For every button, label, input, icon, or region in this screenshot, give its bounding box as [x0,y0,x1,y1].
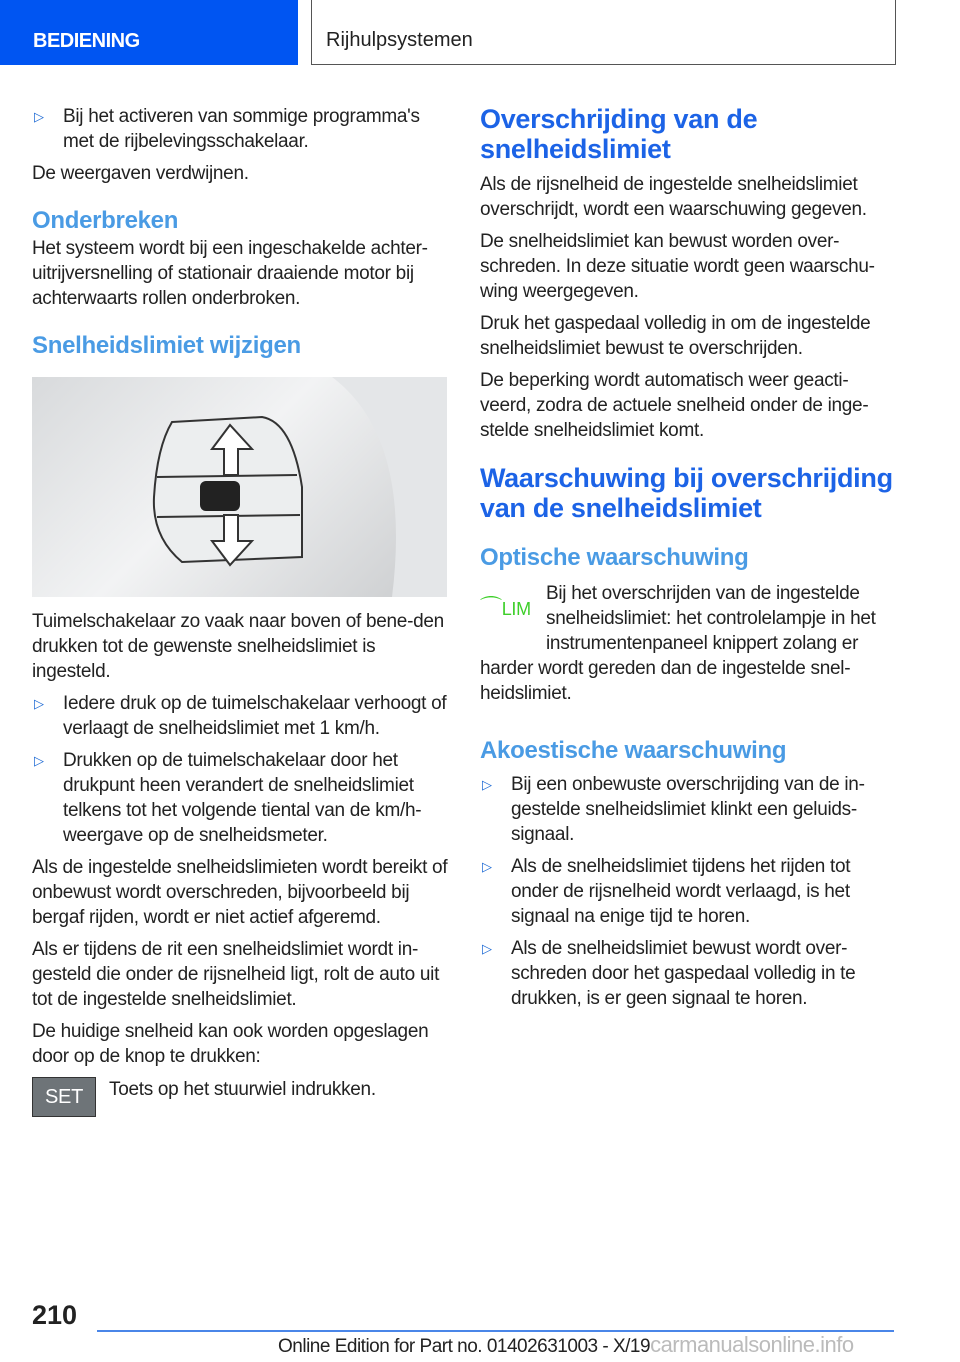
set-instruction [32,1077,450,1117]
bullet-triangle-icon: ▷ [482,777,492,792]
speed-limit-lim-icon: ⌒LIM [480,595,531,620]
paragraph: Tuimelschakelaar zo vaak naar boven of bene-den drukken tot de gewenste snelheidslimiet is ingesteld. [32,611,444,682]
paragraph: De snelheidslimiet kan bewust worden over-schreden. In deze situatie wordt geen waarschu-wing weergegeven. [480,231,875,302]
bullet-triangle-icon: ▷ [34,696,44,711]
paragraph: Bij het overschrijden van de ingestelde snelheidslimiet: het controlelampje in het instrumentenpaneel knippert zolang er [546,583,876,654]
paragraph: De beperking wordt automatisch weer geacti-veerd, zodra de actuele snelheid onder de inge-stelde snelheidslimiet komt. [480,370,869,441]
list-item [480,936,895,1011]
edition-text: Online Edition for Part no. 01402631003 - X/19 [278,1336,651,1357]
heading-overschrijding: Overschrijding van de snelheidslimiet [480,104,758,164]
bullet-triangle-icon: ▷ [34,753,44,768]
heading-optische-waarschuwing: Optische waarschuwing [480,544,749,571]
bullet-text: Bij het activeren van sommige programma's met de rijbelevingsschakelaar. [63,106,420,152]
heading-waarschuwing: Waarschuwing bij overschrijding van de snelheidslimiet [480,463,893,523]
heading-snelheidslimiet-wijzigen: Snelheidslimiet wijzigen [32,332,301,359]
bullet-text: Als de snelheidslimiet bewust wordt over-schreden door het gaspedaal volledig in te drukken, is er geen signaal te horen. [511,938,856,1009]
watermark: carmanualsonline.info [650,1332,854,1357]
paragraph: harder wordt gereden dan de ingestelde snel-heidslimiet. [480,658,851,704]
list-item [480,772,895,847]
heading-akoestische-waarschuwing: Akoestische waarschuwing [480,737,787,764]
bullet-triangle-icon: ▷ [482,859,492,874]
paragraph: Als er tijdens de rit een snelheidslimiet wordt in-gesteld die onder de rijsnelheid ligt, rolt de auto uit tot de ingestelde snelheidslimiet. [32,939,440,1010]
bullet-triangle-icon: ▷ [482,941,492,956]
bullet-text: Bij een onbewuste overschrijding van de in-gestelde snelheidslimiet klinkt een geluids-signaal. [511,774,865,845]
bullet-triangle-icon: ▷ [34,109,44,124]
chapter-box [311,0,896,65]
footer [278,1332,854,1358]
list-item [32,748,450,848]
paragraph: De huidige snelheid kan ook worden opgeslagen door op de knop te drukken: [32,1021,429,1067]
paragraph: De weergaven verdwijnen. [32,163,249,184]
chapter-title: Rijhulpsystemen [326,29,473,51]
bullet-text: Iedere druk op de tuimelschakelaar verhoogt of verlaagt de snelheidslimiet met 1 km/h. [63,693,447,739]
lim-indicator-row [480,581,895,656]
section-title: BEDIENING [33,30,140,52]
paragraph: Druk het gaspedaal volledig in om de ingestelde snelheidslimiet bewust te overschrijden. [480,313,871,359]
heading-onderbreken: Onderbreken [32,207,179,234]
left-column [32,104,450,1117]
steering-wheel-rocker-switch-image [32,377,447,597]
set-text: Toets op het stuurwiel indrukken. [109,1079,376,1100]
list-item [32,104,450,154]
list-item [32,691,450,741]
paragraph: Als de ingestelde snelheidslimieten wordt bereikt of onbewust wordt overschreden, bijvoorbeeld bij bergaf rijden, wordt er niet actief afgeremd. [32,857,448,928]
bullet-text: Drukken op de tuimelschakelaar door het drukpunt heen verandert de snelheidslimiet telkens tot het volgende tiental van de km/h-weergave op de snelheidsmeter. [63,750,422,846]
section-tab [0,0,298,65]
paragraph: Het systeem wordt bij een ingeschakelde achter-uitrijversnelling of stationair draaiende motor bij achterwaarts rollen onderbroken. [32,238,428,309]
set-button-icon: SET [32,1077,96,1117]
bullet-text: Als de snelheidslimiet tijdens het rijden tot onder de rijsnelheid wordt verlaagd, is het signaal na enige tijd te horen. [511,856,851,927]
lim-label: LIM [501,599,531,619]
paragraph: Als de rijsnelheid de ingestelde snelheidslimiet overschrijdt, wordt een waarschuwing gegeven. [480,174,867,220]
list-item [480,854,895,929]
page-number: 210 [32,1300,78,1330]
right-column [480,104,895,1018]
